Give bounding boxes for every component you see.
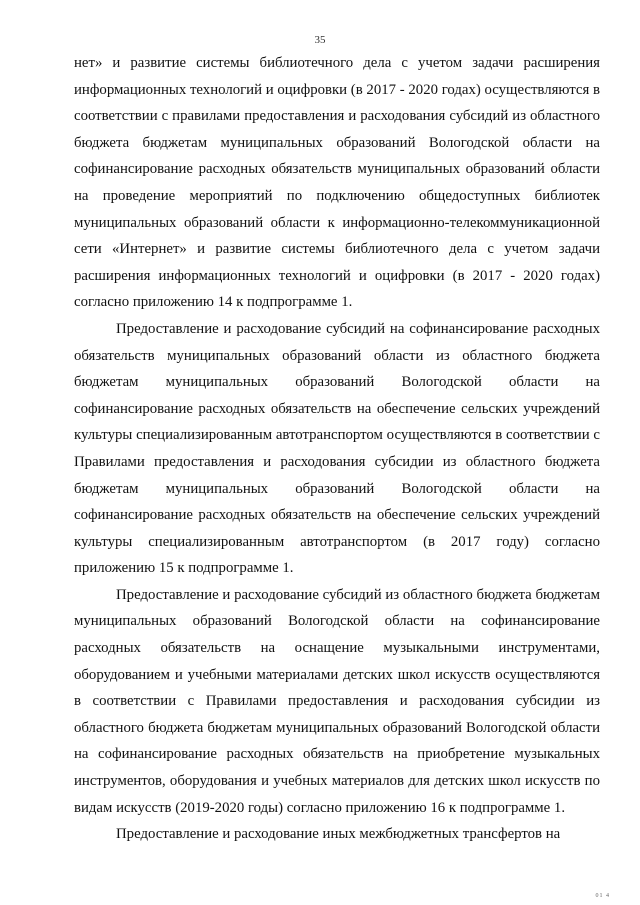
paragraph-4: Предоставление и расходование иных межбюджетных трансфертов на [116, 826, 561, 843]
document-body [74, 50, 600, 848]
page-number: 35 [314, 34, 326, 46]
footer-mark: 01 4 [595, 893, 610, 899]
paragraph-2: Предоставление и расходование субсидий на софинансирование расходных обязательств муниципальных образований области из областного бюджета бюджетам муниципальных образований Вологодской области на софинансирование расходных обязательств на обеспечение сельских учреждений культуры специализированным автотранспортом осуществляются в соответствии с Правилами предоставления и расходования субсидии из областного бюджета бюджетам муниципальных образований Вологодской области на софинансирование расходных обязательств на обеспечение сельских учреждений культуры специализированным автотранспортом (в 2017 году) согласно приложению 15 к подпрограмме 1. [74, 320, 600, 577]
paragraph-3: Предоставление и расходование субсидий из областного бюджета бюджетам муниципальных образований Вологодской области на софинансирование расходных обязательств на оснащение музыкальными инструментами, оборудованием и учебными материалами детских школ искусств осуществляются в соответствии с Правилами предоставления и расходования субсидии из областного бюджета бюджетам муниципальных образований Вологодской области на софинансирование расходных обязательств на приобретение музыкальных инструментов, оборудования и учебных материалов для детских школ искусств по видам искусств (2019-2020 годы) согласно приложению 16 к подпрограмме 1. [74, 586, 600, 816]
paragraph-1: нет» и развитие системы библиотечного дела с учетом задачи расширения информационных технологий и оцифровки (в 2017 - 2020 годах) осуществляются в соответствии с правилами предоставления и расходования субсидий из областного бюджета бюджетам муниципальных образований Вологодской области на софинансирование расходных обязательств муниципальных образований области на проведение мероприятий по подключению общедоступных библиотек муниципальных образований области к информационно-телекоммуникационной сети «Интернет» и развитие системы библиотечного дела с учетом задачи расширения информационных технологий и оцифровки (в 2017 - 2020 годах) согласно приложению 14 к подпрограмме 1. [74, 55, 600, 311]
